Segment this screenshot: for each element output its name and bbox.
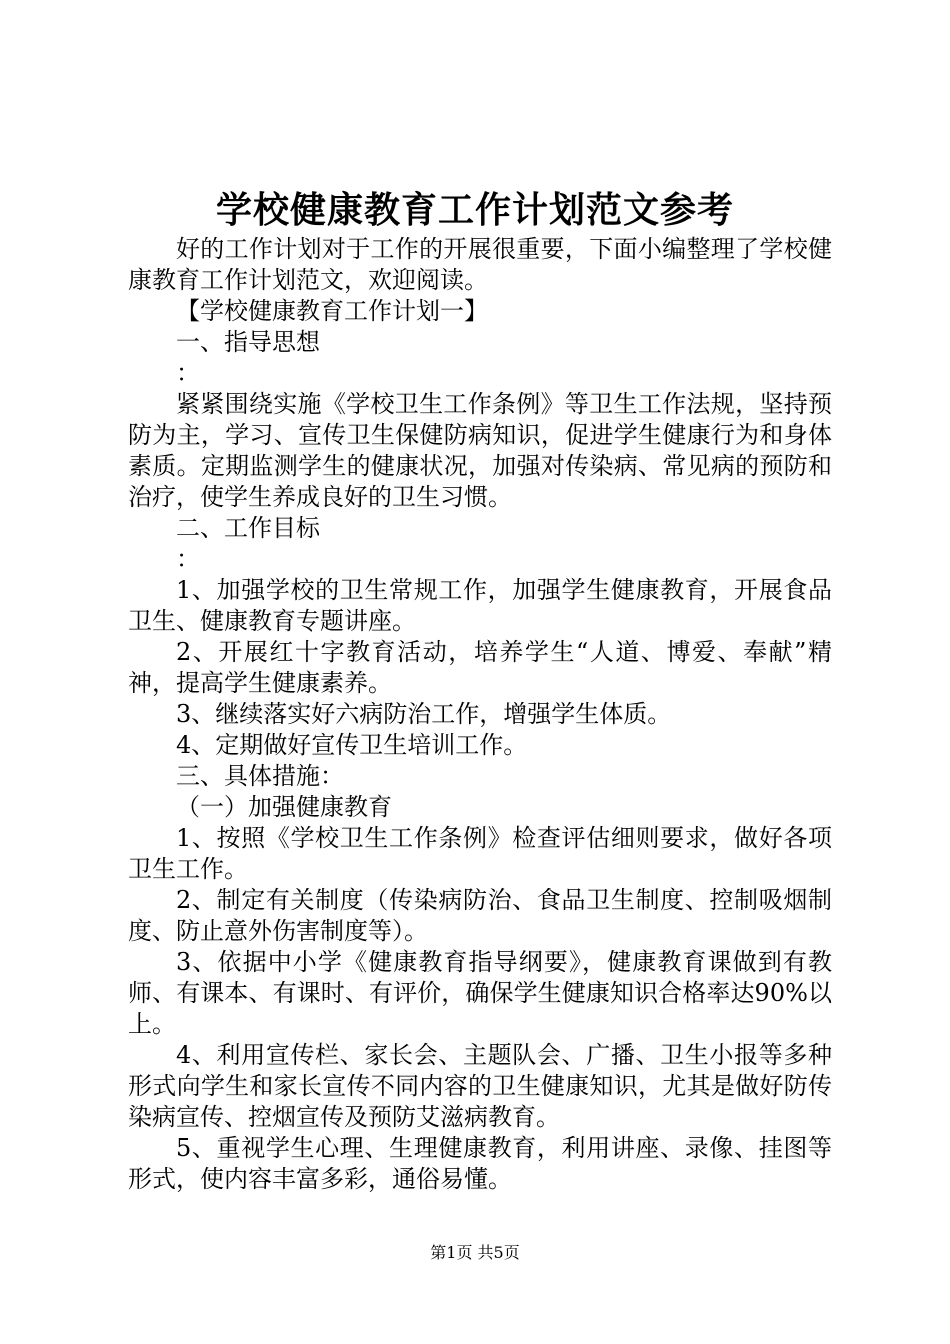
measure-item-1: 1、按照《学校卫生工作条例》检查评估细则要求，做好各项卫生工作。 [128,824,832,883]
colon-line: ： [176,545,200,573]
plan-one-heading: 【学校健康教育工作计划一】 [176,297,488,325]
goal-item-3: 3、继续落实好六病防治工作，增强学生体质。 [176,700,672,728]
section-heading-work-goals: 二、工作目标 [176,514,320,542]
goal-item-4: 4、定期做好宣传卫生培训工作。 [176,731,528,759]
subsection-heading-health-education: （一）加强健康教育 [176,793,392,821]
measure-item-4: 4、利用宣传栏、家长会、主题队会、广播、卫生小报等多种形式向学生和家长宣传不同内容的卫生健康知识，尤其是做好防传染病宣传、控烟宣传及预防艾滋病教育。 [128,1041,832,1131]
goal-item-2: 2、开展红十字教育活动，培养学生“人道、博爱、奉献”精神，提高学生健康素养。 [128,638,832,697]
section-heading-measures: 三、具体措施： [176,762,344,790]
section-heading-guiding-thought: 一、指导思想 [176,328,320,356]
measure-item-5: 5、重视学生心理、生理健康教育，利用讲座、录像、挂图等形式，使内容丰富多彩，通俗易懂。 [128,1134,832,1193]
page-number-footer: 第1页 共5页 [430,1243,520,1262]
document-body [128,234,832,1195]
goal-item-1: 1、加强学校的卫生常规工作，加强学生健康教育，开展食品卫生、健康教育专题讲座。 [128,576,832,635]
colon-line: ： [176,359,200,387]
intro-paragraph: 好的工作计划对于工作的开展很重要，下面小编整理了学校健康教育工作计划范文，欢迎阅读。 [128,235,832,294]
measure-item-3: 3、依据中小学《健康教育指导纲要》，健康教育课做到有教师、有课本、有课时、有评价，确保学生健康知识合格率达90%以上。 [128,948,832,1038]
measure-item-2: 2、制定有关制度（传染病防治、食品卫生制度、控制吸烟制度、防止意外伤害制度等）。 [128,886,832,945]
guiding-thought-paragraph: 紧紧围绕实施《学校卫生工作条例》等卫生工作法规，坚持预防为主，学习、宣传卫生保健防病知识，促进学生健康行为和身体素质。定期监测学生的健康状况，加强对传染病、常见病的预防和治疗，使学生养成良好的卫生习惯。 [128,390,832,511]
document-title: 学校健康教育工作计划范文参考 [215,189,734,231]
